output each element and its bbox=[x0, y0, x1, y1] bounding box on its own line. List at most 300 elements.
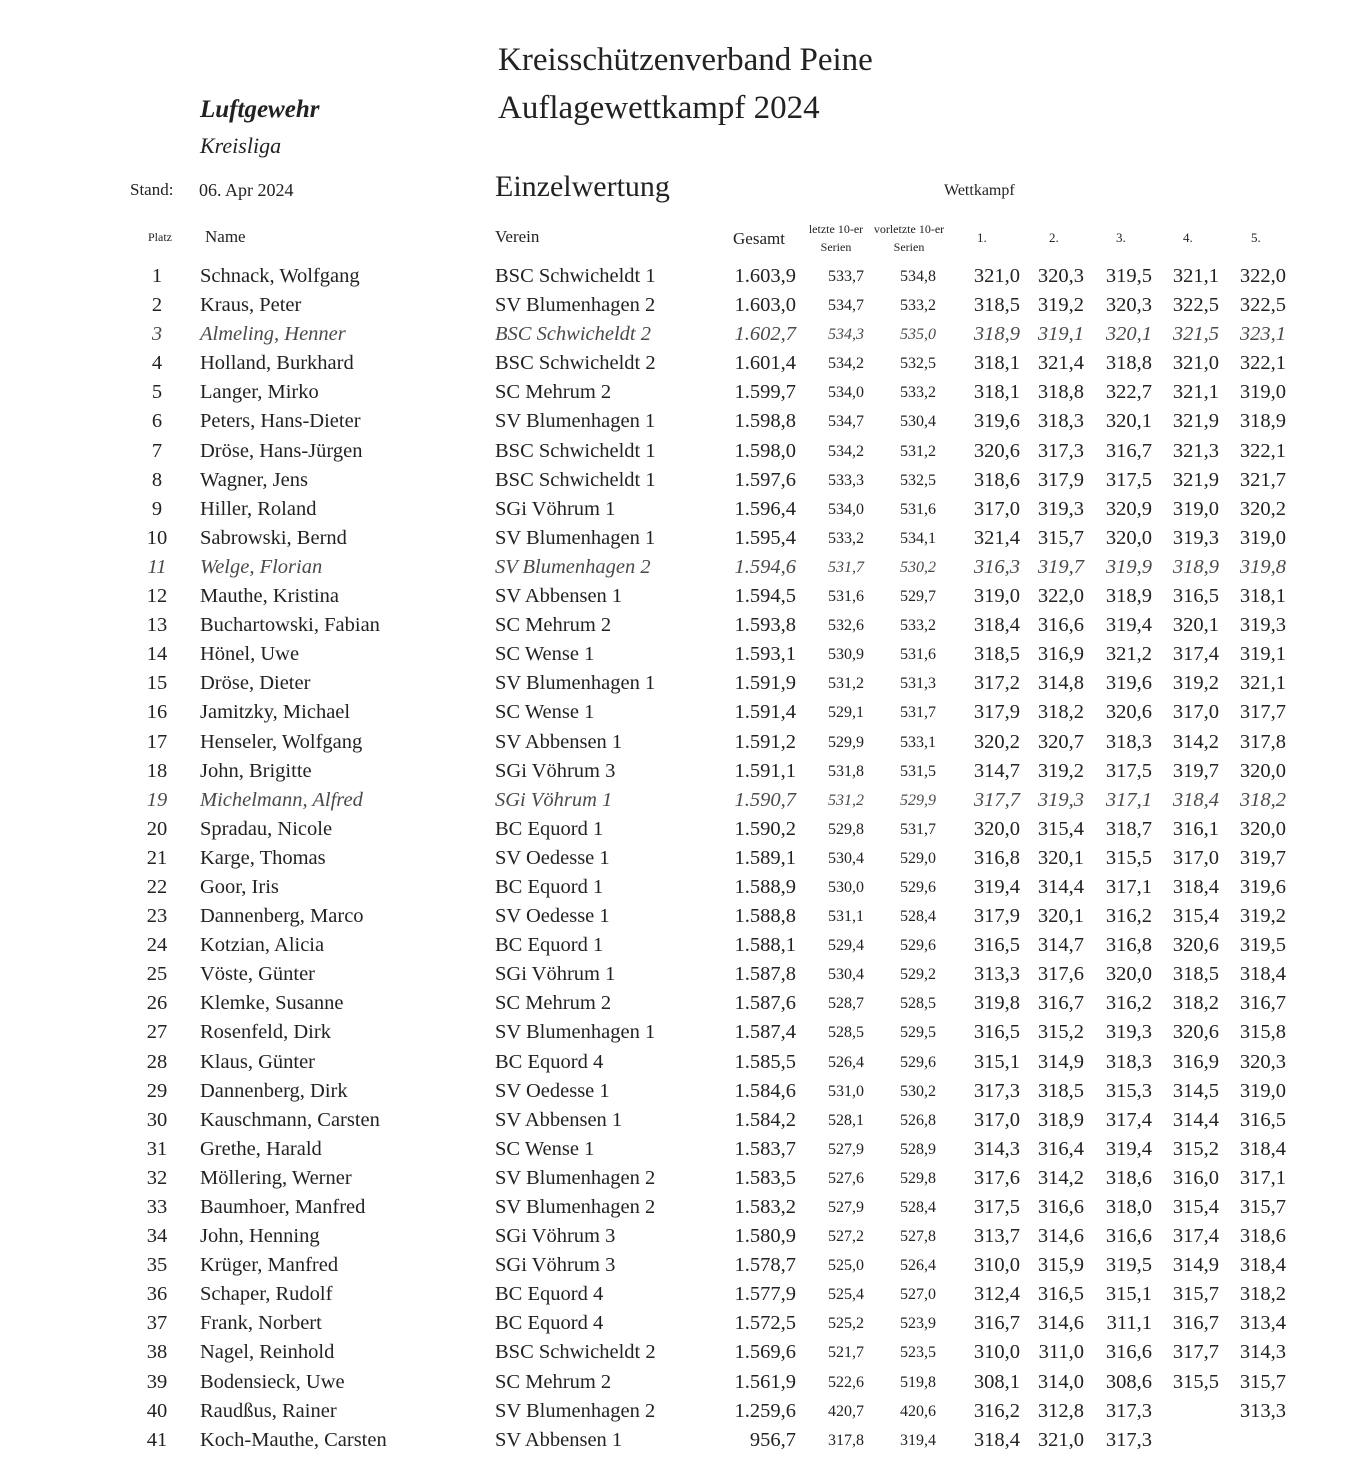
cell-wk3: 319,9 bbox=[1105, 555, 1152, 578]
cell-wk2: 315,7 bbox=[1037, 526, 1084, 549]
cell-wk1: 313,7 bbox=[973, 1225, 1020, 1248]
cell-wk1: 314,3 bbox=[973, 1137, 1020, 1160]
cell-name: Kauschmann, Carsten bbox=[200, 1108, 380, 1131]
cell-last10: 531,6 bbox=[828, 588, 864, 606]
column-header-verein: Verein bbox=[495, 227, 540, 246]
cell-wk4: 316,1 bbox=[1172, 817, 1219, 840]
cell-verein: SV Abbensen 1 bbox=[495, 1428, 623, 1451]
cell-name: Holland, Burkhard bbox=[200, 352, 354, 375]
cell-name: Dröse, Hans-Jürgen bbox=[200, 439, 363, 462]
cell-wk5: 318,2 bbox=[1239, 788, 1286, 811]
cell-name: Langer, Mirko bbox=[200, 381, 319, 404]
cell-wk4: 316,7 bbox=[1172, 1312, 1219, 1335]
cell-wk3: 320,1 bbox=[1105, 323, 1152, 346]
cell-prev10: 528,9 bbox=[900, 1140, 936, 1158]
cell-platz: 32 bbox=[146, 1166, 168, 1189]
cell-gesamt: 1.598,0 bbox=[734, 439, 796, 462]
cell-wk5: 318,6 bbox=[1239, 1225, 1286, 1248]
cell-verein: SV Blumenhagen 1 bbox=[495, 1021, 656, 1044]
cell-last10: 531,2 bbox=[828, 791, 864, 809]
cell-wk5: 319,2 bbox=[1239, 905, 1286, 928]
cell-prev10: 533,2 bbox=[900, 297, 936, 315]
cell-platz: 41 bbox=[146, 1428, 168, 1451]
cell-wk1: 320,0 bbox=[973, 817, 1020, 840]
cell-wk4: 319,0 bbox=[1172, 497, 1219, 520]
cell-wk5: 313,3 bbox=[1239, 1399, 1286, 1422]
cell-prev10: 523,5 bbox=[900, 1344, 936, 1362]
cell-wk3: 318,9 bbox=[1105, 585, 1152, 608]
cell-verein: SC Wense 1 bbox=[495, 1137, 595, 1160]
cell-wk4: 318,4 bbox=[1172, 788, 1219, 811]
cell-prev10: 531,7 bbox=[900, 704, 936, 722]
cell-gesamt: 1.591,1 bbox=[734, 759, 796, 782]
organization-title: Kreisschützenverband Peine bbox=[498, 42, 873, 78]
cell-verein: SGi Vöhrum 1 bbox=[495, 497, 616, 520]
table-row bbox=[0, 351, 1354, 380]
table-row bbox=[0, 497, 1354, 526]
cell-prev10: 529,6 bbox=[900, 937, 936, 955]
table-row bbox=[0, 1166, 1354, 1195]
cell-gesamt: 1.583,7 bbox=[734, 1137, 796, 1160]
cell-last10: 534,0 bbox=[828, 500, 864, 518]
cell-last10: 534,2 bbox=[828, 442, 864, 460]
cell-name: Raudßus, Rainer bbox=[200, 1399, 337, 1422]
cell-wk5: 315,7 bbox=[1239, 1370, 1286, 1393]
cell-prev10: 529,9 bbox=[900, 791, 936, 809]
cell-wk1: 317,0 bbox=[973, 497, 1020, 520]
cell-platz: 17 bbox=[146, 730, 168, 753]
cell-wk1: 314,7 bbox=[973, 759, 1020, 782]
cell-wk1: 317,5 bbox=[973, 1196, 1020, 1218]
cell-gesamt: 1.602,7 bbox=[734, 323, 796, 346]
cell-verein: BC Equord 4 bbox=[495, 1312, 604, 1335]
cell-wk3: 318,6 bbox=[1105, 1166, 1152, 1189]
cell-gesamt: 1.588,8 bbox=[734, 905, 796, 928]
cell-wk5: 316,5 bbox=[1239, 1108, 1286, 1131]
table-row bbox=[0, 991, 1354, 1020]
table-row bbox=[0, 1050, 1354, 1079]
cell-last10: 530,4 bbox=[828, 966, 864, 984]
cell-last10: 527,9 bbox=[828, 1199, 864, 1216]
cell-verein: SC Wense 1 bbox=[495, 701, 595, 724]
cell-prev10: 529,7 bbox=[900, 588, 936, 606]
cell-gesamt: 1.590,2 bbox=[734, 817, 796, 840]
cell-wk4: 321,5 bbox=[1172, 323, 1219, 346]
cell-wk5: 318,1 bbox=[1239, 585, 1286, 608]
cell-platz: 6 bbox=[151, 410, 163, 433]
cell-platz: 26 bbox=[146, 992, 168, 1015]
cell-wk2: 316,4 bbox=[1037, 1137, 1084, 1160]
cell-wk1: 316,5 bbox=[973, 934, 1020, 957]
cell-platz: 34 bbox=[146, 1225, 168, 1248]
cell-last10: 533,2 bbox=[828, 529, 864, 547]
cell-wk1: 319,4 bbox=[973, 875, 1020, 898]
cell-wk5: 320,3 bbox=[1239, 1050, 1286, 1073]
cell-wk1: 317,9 bbox=[973, 701, 1020, 724]
cell-wk3: 316,6 bbox=[1105, 1341, 1152, 1364]
cell-wk1: 318,4 bbox=[973, 1428, 1020, 1451]
cell-platz: 22 bbox=[146, 875, 168, 898]
cell-verein: BSC Schwicheldt 2 bbox=[495, 323, 652, 346]
cell-wk1: 313,3 bbox=[973, 963, 1020, 986]
column-header-wk3: 3. bbox=[1116, 230, 1126, 245]
cell-wk2: 318,9 bbox=[1037, 1108, 1084, 1131]
cell-platz: 8 bbox=[151, 468, 163, 491]
cell-wk2: 319,2 bbox=[1037, 759, 1084, 782]
cell-wk1: 316,3 bbox=[973, 555, 1020, 578]
cell-wk5: 319,7 bbox=[1239, 846, 1286, 869]
cell-wk5: 315,7 bbox=[1239, 1196, 1286, 1218]
wettkampf-header: Wettkampf bbox=[944, 182, 1015, 199]
cell-prev10: 532,5 bbox=[900, 355, 936, 373]
table-row bbox=[0, 730, 1354, 759]
discipline-label: Luftgewehr bbox=[200, 96, 320, 123]
table-row bbox=[0, 875, 1354, 904]
cell-gesamt: 1.603,0 bbox=[734, 294, 796, 317]
column-header-wk4: 4. bbox=[1183, 230, 1193, 245]
cell-wk2: 317,3 bbox=[1037, 439, 1084, 462]
cell-name: Karge, Thomas bbox=[200, 846, 326, 869]
cell-wk5: 320,0 bbox=[1239, 759, 1286, 782]
table-row bbox=[0, 817, 1354, 846]
cell-name: Jamitzky, Michael bbox=[200, 701, 351, 724]
cell-wk2: 317,6 bbox=[1037, 963, 1084, 986]
cell-last10: 526,4 bbox=[828, 1053, 864, 1071]
cell-wk2: 318,5 bbox=[1037, 1079, 1084, 1102]
cell-wk2: 316,5 bbox=[1037, 1283, 1084, 1306]
cell-wk5: 321,1 bbox=[1239, 672, 1286, 695]
cell-wk3: 317,5 bbox=[1105, 759, 1152, 782]
cell-verein: SGi Vöhrum 1 bbox=[495, 963, 616, 986]
cell-name: Klaus, Günter bbox=[200, 1050, 316, 1073]
cell-wk5: 321,7 bbox=[1239, 468, 1286, 491]
cell-platz: 15 bbox=[146, 672, 168, 695]
cell-last10: 521,7 bbox=[828, 1344, 864, 1362]
cell-verein: SC Mehrum 2 bbox=[495, 381, 612, 404]
cell-wk2: 319,1 bbox=[1037, 323, 1084, 346]
cell-wk5: 322,1 bbox=[1239, 439, 1286, 462]
cell-wk1: 316,7 bbox=[973, 1312, 1020, 1335]
results-table bbox=[0, 264, 1354, 1457]
cell-verein: SV Blumenhagen 2 bbox=[495, 1399, 656, 1422]
cell-verein: BSC Schwicheldt 2 bbox=[495, 1341, 656, 1364]
cell-gesamt: 1.584,2 bbox=[734, 1108, 796, 1131]
cell-prev10: 531,6 bbox=[900, 646, 936, 664]
cell-wk2: 316,6 bbox=[1037, 1196, 1084, 1218]
table-row bbox=[0, 1428, 1354, 1457]
cell-gesamt: 1.593,1 bbox=[734, 643, 796, 666]
table-row bbox=[0, 1224, 1354, 1253]
cell-name: Buchartowski, Fabian bbox=[200, 614, 380, 637]
cell-wk3: 321,2 bbox=[1105, 643, 1152, 666]
cell-wk1: 318,1 bbox=[973, 381, 1020, 404]
cell-wk2: 321,0 bbox=[1037, 1428, 1084, 1451]
cell-wk3: 316,6 bbox=[1105, 1225, 1152, 1248]
cell-wk3: 318,8 bbox=[1105, 352, 1152, 375]
cell-wk5: 320,2 bbox=[1239, 497, 1286, 520]
table-row bbox=[0, 1253, 1354, 1282]
cell-wk4: 315,7 bbox=[1172, 1283, 1219, 1306]
cell-verein: SV Abbensen 1 bbox=[495, 585, 623, 608]
table-row bbox=[0, 1399, 1354, 1428]
cell-platz: 11 bbox=[147, 555, 167, 578]
cell-wk3: 319,5 bbox=[1105, 265, 1152, 287]
cell-verein: SGi Vöhrum 1 bbox=[495, 788, 613, 811]
cell-wk1: 317,2 bbox=[973, 672, 1020, 695]
stand-date: 06. Apr 2024 bbox=[199, 180, 294, 200]
cell-prev10: 530,4 bbox=[900, 413, 936, 431]
cell-wk4: 321,0 bbox=[1172, 352, 1219, 375]
cell-gesamt: 1.577,9 bbox=[734, 1283, 796, 1306]
cell-wk2: 320,7 bbox=[1037, 730, 1084, 753]
cell-wk5: 319,5 bbox=[1239, 934, 1286, 957]
cell-wk4: 322,5 bbox=[1172, 294, 1219, 317]
cell-gesamt: 1.603,9 bbox=[734, 265, 796, 287]
cell-wk3: 320,6 bbox=[1105, 701, 1152, 724]
cell-last10: 522,6 bbox=[828, 1373, 864, 1391]
cell-wk5: 319,1 bbox=[1239, 643, 1286, 666]
cell-wk2: 312,8 bbox=[1037, 1399, 1084, 1422]
cell-wk2: 314,8 bbox=[1037, 672, 1084, 695]
cell-gesamt: 1.591,2 bbox=[734, 730, 796, 753]
cell-gesamt: 1.561,9 bbox=[734, 1370, 796, 1393]
cell-platz: 40 bbox=[146, 1399, 168, 1422]
cell-platz: 23 bbox=[146, 905, 168, 928]
cell-wk3: 317,5 bbox=[1105, 468, 1152, 491]
table-row bbox=[0, 380, 1354, 409]
cell-platz: 39 bbox=[146, 1370, 168, 1393]
cell-name: Henseler, Wolfgang bbox=[200, 730, 363, 753]
cell-wk5: 317,8 bbox=[1239, 730, 1286, 753]
cell-prev10: 535,0 bbox=[900, 326, 936, 344]
cell-platz: 24 bbox=[146, 934, 168, 957]
cell-prev10: 530,2 bbox=[900, 558, 936, 576]
cell-prev10: 529,6 bbox=[900, 878, 936, 896]
cell-prev10: 420,6 bbox=[900, 1402, 936, 1420]
table-row bbox=[0, 1020, 1354, 1049]
cell-verein: BSC Schwicheldt 2 bbox=[495, 352, 656, 375]
cell-wk1: 310,0 bbox=[973, 1341, 1020, 1364]
cell-gesamt: 1.578,7 bbox=[734, 1254, 796, 1277]
cell-wk2: 319,7 bbox=[1037, 555, 1084, 578]
cell-platz: 29 bbox=[146, 1079, 168, 1102]
cell-wk1: 316,5 bbox=[973, 1021, 1020, 1044]
cell-gesamt: 1.597,6 bbox=[734, 468, 796, 491]
cell-wk4: 319,7 bbox=[1172, 759, 1219, 782]
cell-last10: 420,7 bbox=[828, 1402, 864, 1420]
cell-wk4: 321,3 bbox=[1172, 439, 1219, 462]
cell-wk3: 315,1 bbox=[1105, 1283, 1152, 1306]
cell-last10: 527,6 bbox=[828, 1169, 864, 1187]
cell-wk1: 319,6 bbox=[973, 410, 1020, 433]
cell-wk1: 319,8 bbox=[973, 992, 1020, 1015]
cell-wk1: 308,1 bbox=[973, 1370, 1020, 1393]
table-row bbox=[0, 1079, 1354, 1108]
cell-last10: 531,2 bbox=[828, 675, 864, 693]
cell-name: Kotzian, Alicia bbox=[200, 934, 325, 957]
cell-wk5: 316,7 bbox=[1239, 992, 1286, 1015]
table-row bbox=[0, 1108, 1354, 1137]
cell-gesamt: 1.593,8 bbox=[734, 614, 796, 637]
cell-platz: 27 bbox=[146, 1021, 168, 1044]
cell-gesamt: 1.589,1 bbox=[734, 846, 796, 869]
table-row bbox=[0, 439, 1354, 468]
cell-name: Almeling, Henner bbox=[200, 323, 346, 346]
cell-platz: 19 bbox=[146, 788, 168, 811]
cell-last10: 534,7 bbox=[828, 297, 864, 315]
cell-wk2: 321,4 bbox=[1037, 352, 1084, 375]
cell-wk1: 318,5 bbox=[973, 294, 1020, 317]
cell-wk3: 316,8 bbox=[1105, 934, 1152, 957]
cell-name: Koch-Mauthe, Carsten bbox=[200, 1428, 387, 1451]
column-header-prev10: vorletzte 10-er Serien bbox=[873, 222, 945, 254]
cell-name: Grethe, Harald bbox=[200, 1137, 322, 1160]
cell-last10: 530,4 bbox=[828, 849, 864, 867]
cell-last10: 530,9 bbox=[828, 646, 864, 664]
cell-wk4: 317,0 bbox=[1172, 846, 1219, 869]
cell-wk2: 320,1 bbox=[1037, 846, 1084, 869]
league-label: Kreisliga bbox=[200, 133, 282, 158]
cell-name: Dannenberg, Marco bbox=[200, 905, 364, 928]
cell-verein: SV Blumenhagen 1 bbox=[495, 672, 656, 695]
cell-wk3: 317,3 bbox=[1105, 1399, 1152, 1422]
column-header-platz: Platz bbox=[148, 230, 172, 244]
cell-wk3: 316,2 bbox=[1105, 905, 1152, 928]
cell-prev10: 528,4 bbox=[900, 908, 936, 926]
cell-last10: 529,8 bbox=[828, 820, 864, 838]
cell-gesamt: 1.583,2 bbox=[734, 1196, 796, 1218]
cell-platz: 31 bbox=[146, 1137, 168, 1160]
cell-last10: 525,4 bbox=[828, 1286, 864, 1304]
cell-name: Spradau, Nicole bbox=[200, 817, 333, 840]
cell-wk3: 318,0 bbox=[1105, 1196, 1152, 1218]
cell-name: Baumhoer, Manfred bbox=[200, 1196, 366, 1218]
cell-wk5: 322,1 bbox=[1239, 352, 1286, 375]
cell-name: Michelmann, Alfred bbox=[200, 788, 363, 811]
cell-verein: SV Blumenhagen 1 bbox=[495, 526, 656, 549]
cell-wk4: 321,1 bbox=[1172, 381, 1219, 404]
cell-verein: SC Mehrum 2 bbox=[495, 1370, 612, 1393]
cell-wk1: 316,2 bbox=[973, 1399, 1020, 1422]
cell-platz: 7 bbox=[151, 439, 163, 462]
cell-wk1: 319,0 bbox=[973, 585, 1020, 608]
cell-platz: 3 bbox=[151, 323, 163, 346]
cell-last10: 531,1 bbox=[828, 908, 864, 926]
cell-name: Krüger, Manfred bbox=[200, 1254, 339, 1277]
cell-gesamt: 1.585,5 bbox=[734, 1050, 796, 1073]
cell-wk2: 315,9 bbox=[1037, 1254, 1084, 1277]
cell-prev10: 526,8 bbox=[900, 1111, 936, 1129]
table-row bbox=[0, 962, 1354, 991]
cell-name: Kraus, Peter bbox=[200, 294, 302, 317]
cell-prev10: 529,8 bbox=[900, 1169, 936, 1187]
cell-verein: SC Mehrum 2 bbox=[495, 992, 612, 1015]
cell-gesamt: 1.583,5 bbox=[734, 1166, 796, 1189]
cell-name: John, Brigitte bbox=[200, 759, 312, 782]
cell-wk1: 318,1 bbox=[973, 352, 1020, 375]
table-row bbox=[0, 468, 1354, 497]
table-row bbox=[0, 526, 1354, 555]
cell-wk2: 320,3 bbox=[1037, 265, 1084, 287]
cell-wk5: 319,3 bbox=[1239, 614, 1286, 637]
cell-wk5: 315,8 bbox=[1239, 1021, 1286, 1044]
cell-name: Goor, Iris bbox=[200, 875, 279, 898]
cell-wk5: 319,0 bbox=[1239, 1079, 1286, 1102]
cell-wk3: 318,3 bbox=[1105, 730, 1152, 753]
table-row bbox=[0, 264, 1354, 293]
cell-wk4: 316,0 bbox=[1172, 1166, 1219, 1189]
cell-last10: 525,0 bbox=[828, 1257, 864, 1275]
cell-prev10: 519,8 bbox=[900, 1373, 936, 1391]
cell-verein: BSC Schwicheldt 1 bbox=[495, 439, 656, 462]
table-row bbox=[0, 555, 1354, 584]
cell-prev10: 531,5 bbox=[900, 762, 936, 780]
cell-wk3: 319,5 bbox=[1105, 1254, 1152, 1277]
cell-prev10: 527,8 bbox=[900, 1228, 936, 1246]
cell-wk5: 318,2 bbox=[1239, 1283, 1286, 1306]
column-header-wk5: 5. bbox=[1251, 230, 1261, 245]
cell-wk2: 319,3 bbox=[1037, 497, 1084, 520]
cell-verein: SGi Vöhrum 3 bbox=[495, 1254, 616, 1277]
cell-wk4: 314,5 bbox=[1172, 1079, 1219, 1102]
cell-wk3: 317,4 bbox=[1105, 1108, 1152, 1131]
cell-wk5: 318,4 bbox=[1239, 1137, 1286, 1160]
cell-gesamt: 1.572,5 bbox=[734, 1312, 796, 1335]
table-row bbox=[0, 293, 1354, 322]
cell-wk5: 323,1 bbox=[1239, 323, 1286, 346]
cell-wk4: 321,9 bbox=[1172, 410, 1219, 433]
cell-wk1: 315,1 bbox=[973, 1050, 1020, 1073]
cell-verein: BSC Schwicheldt 1 bbox=[495, 468, 656, 491]
cell-name: Klemke, Susanne bbox=[200, 992, 344, 1015]
cell-wk1: 320,2 bbox=[973, 730, 1020, 753]
cell-wk3: 320,0 bbox=[1105, 963, 1152, 986]
cell-wk2: 315,4 bbox=[1037, 817, 1084, 840]
cell-wk4: 319,2 bbox=[1172, 672, 1219, 695]
cell-prev10: 528,4 bbox=[900, 1199, 936, 1216]
cell-platz: 16 bbox=[146, 701, 168, 724]
cell-name: Schaper, Rudolf bbox=[200, 1283, 333, 1306]
cell-wk5: 322,5 bbox=[1239, 294, 1286, 317]
cell-verein: BC Equord 4 bbox=[495, 1050, 604, 1073]
cell-wk4: 317,4 bbox=[1172, 1225, 1219, 1248]
cell-gesamt: 1.599,7 bbox=[734, 381, 796, 404]
table-row bbox=[0, 584, 1354, 613]
cell-wk4: 316,5 bbox=[1172, 585, 1219, 608]
cell-prev10: 531,7 bbox=[900, 820, 936, 838]
cell-wk2: 314,9 bbox=[1037, 1050, 1084, 1073]
cell-wk4: 321,1 bbox=[1172, 265, 1219, 287]
cell-wk5: 313,4 bbox=[1239, 1312, 1286, 1335]
cell-wk4: 316,9 bbox=[1172, 1050, 1219, 1073]
cell-last10: 528,1 bbox=[828, 1111, 864, 1129]
cell-wk3: 320,0 bbox=[1105, 526, 1152, 549]
cell-wk5: 320,0 bbox=[1239, 817, 1286, 840]
cell-gesamt: 1.595,4 bbox=[734, 526, 796, 549]
cell-gesamt: 1.584,6 bbox=[734, 1079, 796, 1102]
table-row bbox=[0, 1282, 1354, 1311]
cell-wk3: 311,1 bbox=[1106, 1312, 1152, 1335]
cell-verein: SV Blumenhagen 2 bbox=[495, 555, 651, 578]
cell-verein: BC Equord 1 bbox=[495, 875, 604, 898]
cell-gesamt: 1.588,9 bbox=[734, 875, 796, 898]
cell-platz: 5 bbox=[151, 381, 163, 404]
table-row bbox=[0, 1195, 1354, 1224]
cell-last10: 527,2 bbox=[828, 1228, 864, 1246]
cell-wk1: 316,8 bbox=[973, 846, 1020, 869]
cell-gesamt: 1.594,5 bbox=[734, 585, 796, 608]
cell-wk2: 318,8 bbox=[1037, 381, 1084, 404]
